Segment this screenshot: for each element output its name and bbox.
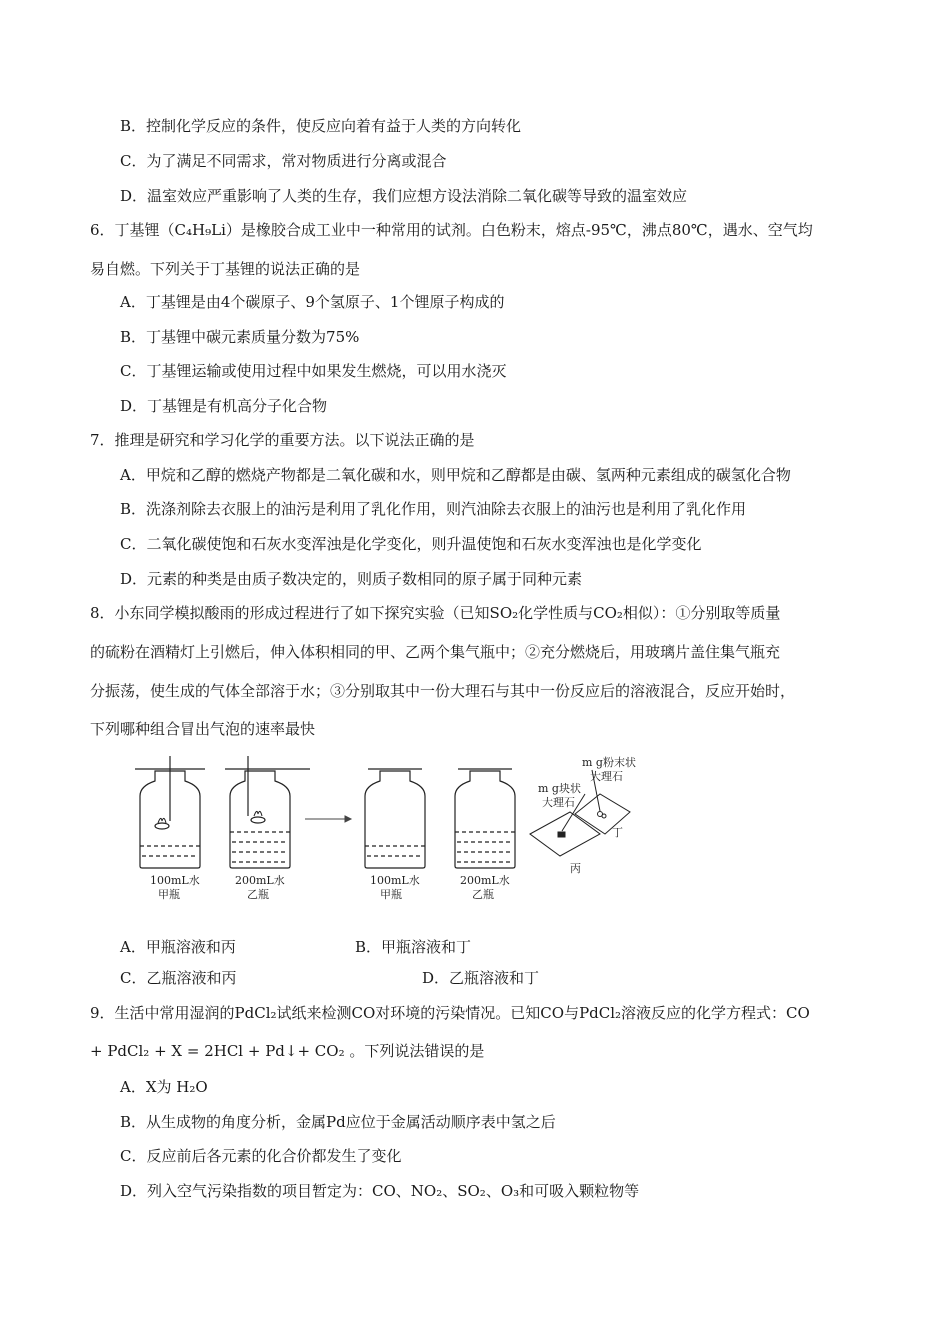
q5-option-c: C．为了满足不同需求，常对物质进行分离或混合	[120, 152, 447, 170]
q6-option-a: A．丁基锂是由4个碳原子、9个氢原子、1个锂原子构成的	[120, 293, 505, 311]
q5-option-b: B．控制化学反应的条件，使反应向着有益于人类的方向转化	[120, 117, 522, 135]
lump-marble-label-2: 大理石	[542, 796, 575, 809]
bottle-3-name: 甲瓶	[380, 888, 402, 901]
q7-option-a: A．甲烷和乙醇的燃烧产物都是二氧化碳和水，则甲烷和乙醇都是由碳、氢两种元素组成的碳氢化合物	[120, 466, 791, 484]
label-bing: 丙	[570, 862, 581, 875]
q9-option-a: A．X为 H₂O	[120, 1078, 208, 1096]
q6-stem-line2: 易自燃。下列关于丁基锂的说法正确的是	[90, 260, 361, 278]
bottle-1-volume: 100mL水	[150, 874, 200, 887]
lump-marble-label-1: m g块状	[538, 782, 581, 795]
q8-option-c: C．乙瓶溶液和丙	[120, 969, 237, 987]
bottle-3-volume: 100mL水	[370, 874, 420, 887]
q9-option-c: C．反应前后各元素的化合价都发生了变化	[120, 1147, 402, 1165]
q7-stem: 7．推理是研究和学习化学的重要方法。以下说法正确的是	[90, 431, 475, 449]
bottle-1	[135, 756, 205, 868]
bottle-3	[365, 769, 425, 868]
bottle-4-volume: 200mL水	[460, 874, 510, 887]
powder-marble-label-1: m g粉末状	[582, 756, 636, 769]
bottle-2-volume: 200mL水	[235, 874, 285, 887]
q8-experiment-figure	[130, 756, 636, 906]
q6-option-d: D．丁基锂是有机高分子化合物	[120, 397, 328, 415]
q8-option-b: B．甲瓶溶液和丁	[355, 938, 472, 956]
q7-option-b: B．洗涤剂除去衣服上的油污是利用了乳化作用，则汽油除去衣服上的油污也是利用了乳化作用	[120, 500, 747, 518]
q8-option-a: A．甲瓶溶液和丙	[120, 938, 236, 956]
q9-option-b: B．从生成物的角度分析，金属Pd应位于金属活动顺序表中氢之后	[120, 1113, 556, 1131]
q8-stem-line1: 8．小东同学模拟酸雨的形成过程进行了如下探究实验（已知SO₂化学性质与CO₂相似）：①分别取等质量	[90, 604, 781, 622]
bottle-2	[225, 756, 310, 868]
process-arrow	[305, 816, 351, 822]
q6-option-b: B．丁基锂中碳元素质量分数为75%	[120, 328, 360, 346]
bottle-4	[455, 769, 515, 868]
q6-option-c: C．丁基锂运输或使用过程中如果发生燃烧，可以用水浇灭	[120, 362, 507, 380]
q8-stem-line2: 的硫粉在酒精灯上引燃后，伸入体积相同的甲、乙两个集气瓶中；②充分燃烧后，用玻璃片盖住集气瓶充	[90, 643, 781, 661]
q9-stem-line2: + PdCl₂ + X = 2HCl + Pd↓+ CO₂ 。下列说法错误的是	[90, 1042, 485, 1060]
q8-stem-line4: 下列哪种组合冒出气泡的速率最快	[90, 720, 316, 738]
q9-stem-line1: 9．生活中常用湿润的PdCl₂试纸来检测CO对环境的污染情况。已知CO与PdCl₂溶液反应的化学方程式：CO	[90, 1004, 810, 1022]
bottle-1-name: 甲瓶	[158, 888, 180, 901]
bottle-2-name: 乙瓶	[247, 888, 269, 901]
q7-option-d: D．元素的种类是由质子数决定的，则质子数相同的原子属于同种元素	[120, 570, 583, 588]
q8-experiment-svg	[130, 756, 636, 906]
q6-stem-line1: 6．丁基锂（C₄H₉Li）是橡胶合成工业中一种常用的试剂。白色粉末，熔点-95℃，沸点80℃，遇水、空气均	[90, 221, 813, 239]
label-ding: 丁	[612, 826, 623, 839]
q9-option-d: D．列入空气污染指数的项目暂定为：CO、NO₂、SO₂、O₃和可吸入颗粒物等	[120, 1182, 640, 1200]
q7-option-c: C．二氧化碳使饱和石灰水变浑浊是化学变化，则升温使饱和石灰水变浑浊也是化学变化	[120, 535, 702, 553]
q8-stem-line3: 分振荡，使生成的气体全部溶于水；③分别取其中一份大理石与其中一份反应后的溶液混合，反应开始时，	[90, 682, 796, 700]
bottle-4-name: 乙瓶	[472, 888, 494, 901]
powder-marble-label-2: 大理石	[590, 770, 623, 783]
q5-option-d: D．温室效应严重影响了人类的生存，我们应想方设法消除二氧化碳等导致的温室效应	[120, 187, 688, 205]
q8-option-d: D．乙瓶溶液和丁	[422, 969, 540, 987]
